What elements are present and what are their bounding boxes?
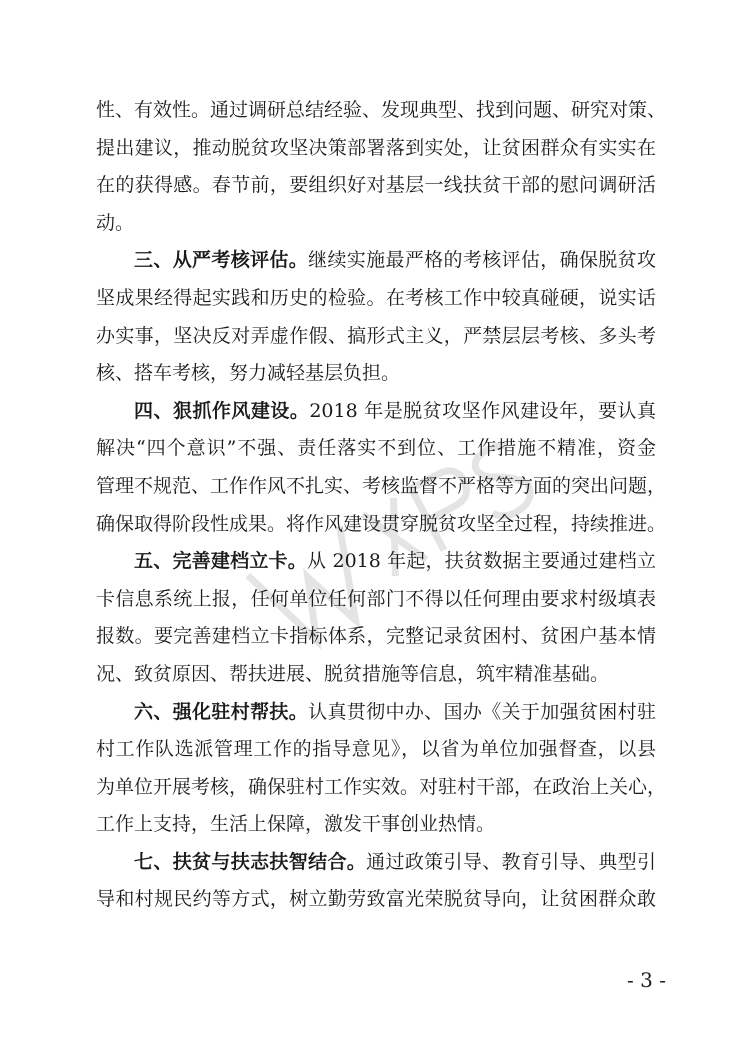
text-line: 性、有效性。通过调研总结经验、发现典型、找到问题、研究对策、 <box>96 99 667 121</box>
text-line <box>96 242 656 280</box>
section-heading: 三、从严考核评估。 <box>134 249 309 272</box>
text-line <box>96 393 656 431</box>
paragraph-village-support <box>96 694 667 844</box>
text-line: 工作上支持，生活上保障，激发干事创业热情。 <box>96 813 496 836</box>
paragraph-aspiration <box>96 844 656 919</box>
text-line: 坚成果经得起实践和历史的检验。在考核工作中较真碰硬，说实话 <box>96 286 656 309</box>
text-line: 核、搭车考核，努力减轻基层负担。 <box>96 362 401 385</box>
text-line: 解决“四个意识”不强、责任落实不到位、工作措施不精准，资金 <box>96 437 656 460</box>
text-run: 认真贯彻中办、国办《关于加强贫困村驻 <box>308 700 656 723</box>
text-line: 管理不规范、工作作风不扎实、考核监督不严格等方面的突出问题， <box>96 474 667 497</box>
text-line: 卡信息系统上报，任何单位任何部门不得以任何理由要求村级填表 <box>96 587 656 610</box>
paragraph-continued <box>96 92 667 242</box>
text-line: 报数。要完善建档立卡指标体系，完整记录贫困村、贫困户基本情 <box>96 625 656 648</box>
text-line: 在的获得感。春节前，要组织好对基层一线扶贫干部的慰问调研活 <box>96 174 656 197</box>
section-heading: 六、强化驻村帮扶。 <box>134 700 309 723</box>
text-line: 况、致贫原因、帮扶进展、脱贫措施等信息，筑牢精准基础。 <box>96 662 610 685</box>
paragraph-work-style <box>96 393 667 543</box>
document-body <box>96 92 667 919</box>
page-number: - 3 - <box>627 968 666 992</box>
text-line: 确保取得阶段性成果。将作风建设贯穿脱贫攻坚全过程，持续推进。 <box>96 512 667 535</box>
text-line: 导和村规民约等方式，树立勤劳致富光荣脱贫导向，让贫困群众敢 <box>96 888 656 911</box>
section-heading: 五、完善建档立卡。 <box>134 550 307 573</box>
text-line <box>96 694 656 732</box>
text-run: 通过政策引导、教育引导、典型引 <box>366 850 656 873</box>
paragraph-assessment <box>96 242 656 392</box>
text-run: 从 2018 年起，扶贫数据主要通过建档立 <box>307 550 656 573</box>
text-line: 为单位开展考核，确保驻村工作实效。对驻村干部，在政治上关心， <box>96 775 667 798</box>
text-run: 继续实施最严格的考核评估，确保脱贫攻 <box>308 249 656 272</box>
section-heading: 七、扶贫与扶志扶智结合。 <box>134 850 367 873</box>
text-line <box>96 543 656 581</box>
text-run: 2018 年是脱贫攻坚作风建设年，要认真 <box>309 399 656 422</box>
text-line <box>96 844 656 882</box>
text-line: 提出建议，推动脱贫攻坚决策部署落到实处，让贫困群众有实实在 <box>96 136 656 159</box>
section-heading: 四、狠抓作风建设。 <box>134 399 310 422</box>
paragraph-registration <box>96 543 656 693</box>
text-line: 办实事，坚决反对弄虚作假、搞形式主义，严禁层层考核、多头考 <box>96 324 656 347</box>
text-line: 动。 <box>96 211 135 234</box>
text-line: 村工作队选派管理工作的指导意见》，以省为单位加强督查，以县 <box>96 738 656 761</box>
